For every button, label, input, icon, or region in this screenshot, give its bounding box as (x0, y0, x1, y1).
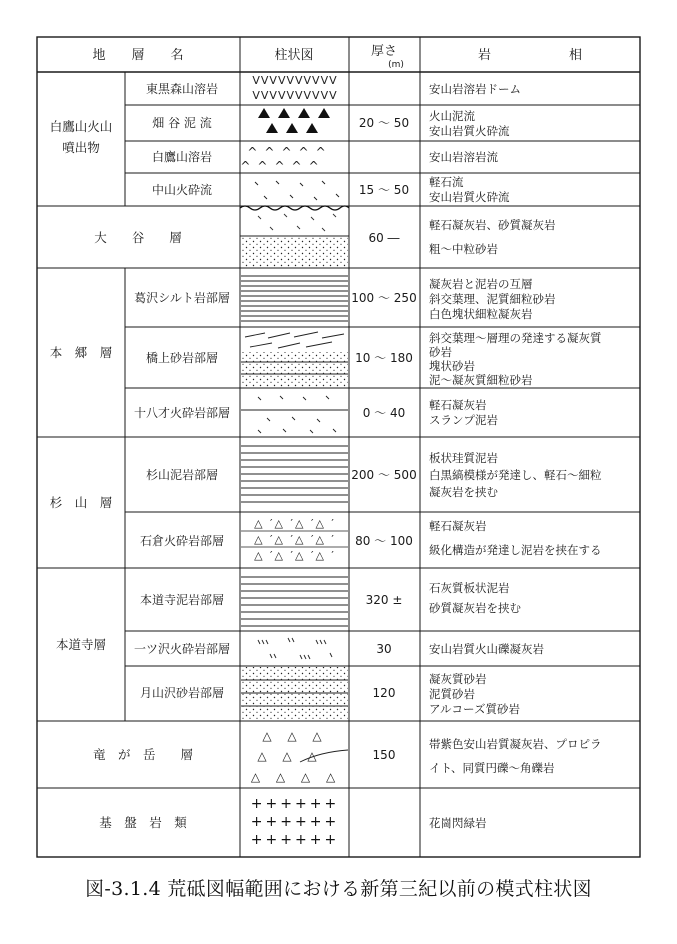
header-lithofacies: 岩 相 (477, 48, 583, 63)
log-cross-bedded-sandstone (241, 332, 348, 387)
table-header (92, 44, 582, 70)
facies-line: 泥～凝灰質細粒砂岩 (429, 373, 533, 387)
facies-line: 斜交葉理～層理の発達する凝灰質 (429, 331, 602, 345)
facies-line: 安山岩質火砕流 (429, 190, 510, 204)
thickness-value: 100 ～ 250 (351, 291, 417, 305)
header-thickness: 厚さ (370, 44, 398, 59)
svg-text:VVVVVVVVVV: VVVVVVVVVV (252, 74, 338, 87)
thickness-value: 150 (372, 748, 396, 762)
member-name: 一ツ沢火砕岩部層 (133, 642, 231, 656)
svg-text:△ ′△ ′△ ′△ ′: △ ′△ ′△ ′△ ′ (254, 517, 336, 530)
log-purple-andesite-tuff (251, 729, 348, 784)
member-name: 杉山泥岩部層 (145, 468, 219, 482)
header-thickness-unit: (m) (388, 60, 404, 70)
member-name: 葛沢シルト岩部層 (134, 291, 230, 305)
svg-text:^^^^^: ^^^^^ (247, 145, 333, 159)
figure-caption: 図-3.1.4 荒砥図幅範囲における新第三紀以前の模式柱状図 (85, 878, 592, 900)
svg-text:△ △ △ △: △ △ △ △ (250, 770, 342, 784)
log-tuff-sandstone (240, 214, 349, 267)
group-label: 基 盤 岩 類 (99, 815, 187, 830)
group-label: 杉 山 層 (49, 495, 113, 510)
thickness-value: 320 ± (365, 593, 403, 607)
facies-line: 泥質砂岩 (429, 687, 475, 701)
group-label: 本 郷 層 (49, 345, 113, 360)
thickness-value: 10 ～ 180 (355, 351, 413, 365)
log-pumice-flow (255, 181, 339, 200)
facies-line: 白黒縞模様が発達し、軽石～細粒 (429, 468, 602, 482)
svg-text:△ △ △: △ △ △ (257, 749, 323, 763)
group-label: 白鷹山火山 (49, 119, 113, 134)
facies-line: 帯紫色安山岩質凝灰岩、プロピラ (429, 737, 602, 751)
log-granodiorite-plus (251, 796, 339, 848)
member-name: 本道寺泥岩部層 (139, 593, 225, 607)
facies-line: 級化構造が発達し泥岩を挟在する (429, 543, 602, 557)
member-name: 東黒森山溶岩 (145, 82, 219, 96)
member-name: 白鷹山溶岩 (151, 150, 213, 164)
facies-line: 花崗閃緑岩 (429, 816, 487, 830)
thickness-value: 30 (376, 642, 392, 656)
header-unit-name: 地 層 名 (92, 48, 184, 63)
facies-line: 石灰質板状泥岩 (429, 581, 510, 595)
facies-line: 塊状砂岩 (429, 359, 475, 373)
lithofacies-text (429, 82, 602, 830)
facies-line: 凝灰質砂岩 (429, 672, 487, 686)
thickness-value: 15 ～ 50 (358, 183, 410, 197)
facies-line: アルコーズ質砂岩 (429, 702, 520, 716)
group-label: 大 谷 層 (94, 230, 182, 245)
facies-line: 安山岩質火山礫凝灰岩 (429, 642, 544, 656)
facies-line: 軽石凝灰岩 (429, 519, 487, 533)
facies-line: 粗～中粒砂岩 (429, 242, 498, 256)
thickness-value: 80 ～ 100 (355, 534, 413, 548)
facies-line: 安山岩質火砕流 (429, 124, 510, 138)
table-grid (37, 37, 640, 857)
facies-line: 凝灰岩と泥岩の互層 (429, 277, 533, 291)
log-siltstone-interbed (241, 276, 348, 321)
facies-line: 凝灰岩を挟む (429, 485, 498, 499)
thickness-value: 120 (372, 686, 396, 700)
svg-text:VVVVVVVVVV: VVVVVVVVVV (252, 89, 338, 102)
facies-line: 砂岩 (429, 345, 452, 359)
log-mudstone-laminated (241, 446, 348, 502)
member-name: 月山沢砂岩部層 (139, 686, 225, 700)
log-graded-pyroclastic (241, 517, 348, 562)
facies-line: 板状珪質泥岩 (429, 451, 498, 465)
facies-line: イト、同質円礫～角礫岩 (429, 761, 555, 775)
facies-line: 火山泥流 (429, 109, 475, 123)
log-unconformity (240, 206, 349, 210)
svg-text:△ ′△ ′△ ′△ ′: △ ′△ ′△ ′△ ′ (254, 533, 336, 546)
thickness-value: 0 ～ 40 (362, 406, 406, 420)
facies-line: 砂質凝灰岩を挟む (429, 601, 521, 615)
facies-line: 軽石凝灰岩、砂質凝灰岩 (429, 218, 556, 232)
member-name: 十八才火砕岩部層 (133, 406, 231, 420)
facies-line: 白色塊状細粒凝灰岩 (429, 307, 533, 321)
group-label: 本道寺層 (55, 637, 107, 652)
svg-text:++++++: ++++++ (250, 796, 340, 812)
group-label: 噴出物 (62, 140, 100, 155)
log-lapilli-tuff (258, 638, 332, 659)
svg-text:++++++: ++++++ (250, 814, 340, 830)
member-name: 中山火砕流 (151, 183, 213, 197)
columnar-log (240, 74, 349, 848)
member-name: 橋上砂岩部層 (145, 351, 219, 365)
member-name: 石倉火砕岩部層 (139, 534, 225, 548)
svg-text:△ ′△ ′△ ′△ ′: △ ′△ ′△ ′△ ′ (254, 549, 336, 562)
facies-line: スランプ泥岩 (429, 413, 498, 427)
log-mudflow-triangles (258, 108, 330, 133)
facies-line: 安山岩溶岩流 (429, 150, 498, 164)
thickness-value: 200 ～ 500 (351, 468, 417, 482)
log-arkose-sandstone (241, 667, 348, 720)
log-lava-caret (240, 145, 332, 173)
log-pumice-tuff (241, 396, 348, 433)
log-andesite-lava-v (252, 74, 337, 102)
header-column-log: 柱状図 (274, 48, 314, 63)
svg-text:^^^^^: ^^^^^ (240, 159, 326, 173)
facies-line: 斜交葉理、泥質細粒砂岩 (429, 292, 556, 306)
facies-line: 軽石凝灰岩 (429, 398, 487, 412)
member-name: 畑 谷 泥 流 (152, 116, 212, 130)
log-calcareous-mudstone (241, 577, 348, 626)
facies-line: 安山岩溶岩ドーム (429, 82, 521, 96)
thickness-value: 60 ― (368, 231, 400, 245)
thickness-values (351, 116, 416, 762)
member-names (134, 81, 230, 700)
svg-text:△ △ △: △ △ △ (262, 729, 328, 743)
group-label: 竜 が 岳 層 (92, 747, 194, 762)
svg-text:++++++: ++++++ (250, 832, 340, 848)
thickness-value: 20 ～ 50 (358, 116, 410, 130)
facies-line: 軽石流 (429, 175, 464, 189)
